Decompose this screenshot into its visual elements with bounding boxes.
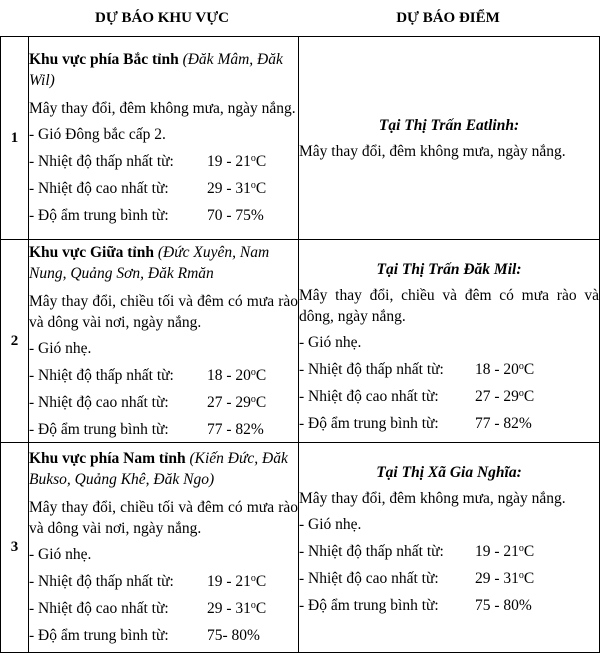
celsius-unit: C [523,543,535,560]
wind-line [29,544,298,566]
region-title [29,49,298,91]
humidity-line [299,413,599,435]
region-places: (Đức Xuyên, Nam Nung, Quảng Sơn, Đăk Rmăn [29,243,270,282]
max-temp-label: - Nhiệt độ cao nhất từ: [29,180,169,197]
table-row [1,443,600,653]
degree-sign: o [518,543,524,554]
point-forecast-cell [299,37,600,240]
forecast-table [0,36,600,653]
min-temp-value: 19 - 21 [475,543,519,560]
celsius-unit: C [255,573,267,590]
degree-sign: o [250,153,256,164]
regional-forecast-cell [29,443,299,653]
min-temp-line [299,541,599,563]
max-temp-value: 27 - 29 [207,393,251,411]
table-row [1,240,600,443]
humidity-value: 75- 80% [207,627,260,644]
min-temp-value: 18 - 20 [207,366,251,384]
regional-forecast-cell [29,240,299,443]
point-place: Tại Thị Trấn Đăk Mil: [376,261,522,278]
degree-sign: o [250,366,256,378]
region-weather: Mây thay đổi, đêm không mưa, ngày nắng. [29,100,296,117]
row-number: 2 [1,240,29,443]
degree-sign: o [250,393,256,405]
min-temp-value: 19 - 21 [207,573,251,590]
region-weather: Mây thay đổi, chiều tối và đêm có mưa rào và dông vài nơi, ngày nắng. [29,292,298,331]
wind-text: - Gió nhẹ. [29,546,92,563]
min-temp-label: - Nhiệt độ thấp nhất từ: [29,153,174,170]
max-temp-label: - Nhiệt độ cao nhất từ: [299,388,439,405]
wind-text: - Gió nhẹ. [29,339,92,357]
degree-sign: o [250,573,256,584]
degree-sign: o [518,570,524,581]
max-temp-label: - Nhiệt độ cao nhất từ: [29,600,169,617]
max-temp-value: 29 - 31 [207,600,251,617]
row-number: 1 [1,37,29,240]
celsius-unit: C [255,180,267,197]
point-place: Tại Thị Trấn Eatlinh: [378,116,520,134]
wind-line [29,338,298,360]
min-temp-line [299,359,599,381]
min-temp-line [29,365,298,387]
max-temp-line [29,598,298,620]
max-temp-line [299,568,599,590]
celsius-unit: C [523,570,535,587]
min-temp-label: - Nhiệt độ thấp nhất từ: [29,573,174,590]
region-places: (Đăk Mâm, Đăk Wil) [29,51,283,89]
min-temp-line [29,151,298,173]
wind-text: - Gió Đông bắc cấp 2. [29,126,166,143]
header-regional-forecast: DỰ BÁO KHU VỰC [94,10,230,26]
max-temp-value: 29 - 31 [475,570,519,587]
degree-sign: o [250,180,256,191]
degree-sign: o [518,388,524,399]
humidity-value: 75 - 80% [475,597,532,614]
point-weather: Mây thay đổi, đêm không mưa, ngày nắng. [299,490,566,507]
humidity-label: - Độ ẩm trung bình từ: [299,597,439,614]
humidity-line [299,595,599,617]
humidity-line [29,419,298,441]
header-point-forecast: DỰ BÁO ĐIỂM [396,10,500,26]
max-temp-line [29,392,298,414]
wind-line [299,514,599,536]
humidity-value: 77 - 82% [475,415,532,432]
max-temp-value: 29 - 31 [207,180,251,197]
max-temp-value: 27 - 29 [475,388,519,405]
point-forecast-cell [299,443,600,653]
max-temp-line [299,386,599,408]
min-temp-label: - Nhiệt độ thấp nhất từ: [29,366,174,384]
wind-text: - Gió nhẹ. [299,334,362,351]
humidity-line [29,205,298,227]
humidity-label: - Độ ẩm trung bình từ: [29,420,169,438]
region-title [29,448,298,490]
max-temp-label: - Nhiệt độ cao nhất từ: [29,393,169,411]
celsius-unit: C [255,366,267,384]
degree-sign: o [250,600,256,611]
region-weather: Mây thay đổi, chiều tối và đêm có mưa rào và dông vài nơi, ngày nắng. [29,499,298,537]
region-name: Khu vực phía Nam tỉnh [29,450,186,467]
table-row [1,37,600,240]
humidity-label: - Độ ẩm trung bình từ: [29,627,169,644]
min-temp-label: - Nhiệt độ thấp nhất từ: [299,361,444,378]
celsius-unit: C [523,388,535,405]
min-temp-value: 19 - 21 [207,153,251,170]
region-places: (Kiến Đức, Đăk Bukso, Quảng Khê, Đăk Ngo) [29,450,288,488]
row-number: 3 [1,443,29,653]
humidity-label: - Độ ẩm trung bình từ: [29,207,169,224]
max-temp-line [29,178,298,200]
min-temp-label: - Nhiệt độ thấp nhất từ: [299,543,444,560]
point-forecast-cell [299,240,600,443]
point-weather: Mây thay đổi, đêm không mưa, ngày nắng. [299,142,566,160]
point-place: Tại Thị Xã Gia Nghĩa: [376,464,522,481]
celsius-unit: C [255,153,267,170]
humidity-value: 77 - 82% [207,420,264,438]
humidity-value: 70 - 75% [207,207,264,224]
celsius-unit: C [523,361,535,378]
min-temp-value: 18 - 20 [475,361,519,378]
region-name: Khu vực phía Bắc tỉnh [29,51,179,68]
max-temp-label: - Nhiệt độ cao nhất từ: [299,570,439,587]
degree-sign: o [518,361,524,372]
min-temp-line [29,571,298,593]
wind-line [299,332,599,354]
wind-text: - Gió nhẹ. [299,516,362,533]
humidity-label: - Độ ẩm trung bình từ: [299,415,439,432]
celsius-unit: C [255,393,267,411]
region-title [29,242,298,284]
wind-line [29,124,298,146]
celsius-unit: C [255,600,267,617]
humidity-line [29,625,298,647]
point-weather: Mây thay đổi, chiều và đêm có mưa rào và dông, ngày nắng. [299,287,599,325]
region-name: Khu vực Giữa tỉnh [29,243,154,261]
regional-forecast-cell [29,37,299,240]
